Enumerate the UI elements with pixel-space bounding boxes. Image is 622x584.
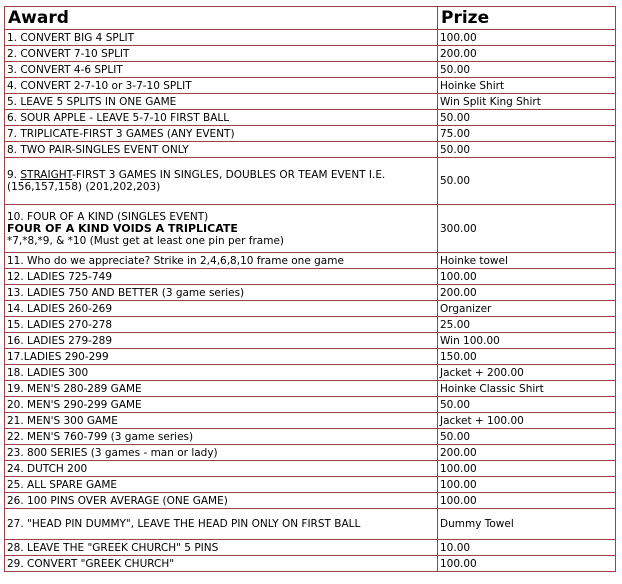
table-row xyxy=(5,413,616,429)
table-row xyxy=(5,301,616,317)
award-cell: 25. ALL SPARE GAME xyxy=(5,477,438,493)
prize-cell: 50.00 xyxy=(438,110,616,126)
prize-cell: 200.00 xyxy=(438,285,616,301)
award-cell: 15. LADIES 270-278 xyxy=(5,317,438,333)
prize-cell: 100.00 xyxy=(438,461,616,477)
table-row xyxy=(5,349,616,365)
prize-cell: 50.00 xyxy=(438,429,616,445)
prize-cell: Hoinke Classic Shirt xyxy=(438,381,616,397)
prize-cell: Win Split King Shirt xyxy=(438,94,616,110)
prize-cell: Organizer xyxy=(438,301,616,317)
prize-cell: 10.00 xyxy=(438,540,616,556)
prize-cell: 25.00 xyxy=(438,317,616,333)
table-row xyxy=(5,78,616,94)
table-row xyxy=(5,493,616,509)
table-row xyxy=(5,205,616,253)
prize-cell: 100.00 xyxy=(438,30,616,46)
prize-cell: Hoinke Shirt xyxy=(438,78,616,94)
award-cell: 3. CONVERT 4-6 SPLIT xyxy=(5,62,438,78)
award-cell: 27. "HEAD PIN DUMMY", LEAVE THE HEAD PIN ONLY ON FIRST BALL xyxy=(5,509,438,540)
award-cell: 8. TWO PAIR-SINGLES EVENT ONLY xyxy=(5,142,438,158)
award-cell: 5. LEAVE 5 SPLITS IN ONE GAME xyxy=(5,94,438,110)
prize-cell: 50.00 xyxy=(438,397,616,413)
award-cell: 22. MEN'S 760-799 (3 game series) xyxy=(5,429,438,445)
award-cell: 29. CONVERT "GREEK CHURCH" xyxy=(5,556,438,572)
table-row xyxy=(5,381,616,397)
table-row xyxy=(5,30,616,46)
award-cell: 18. LADIES 300 xyxy=(5,365,438,381)
prize-column-header: Prize xyxy=(438,7,616,30)
award-cell: 12. LADIES 725-749 xyxy=(5,269,438,285)
table-row xyxy=(5,509,616,540)
table-row xyxy=(5,429,616,445)
table-row xyxy=(5,540,616,556)
award-cell: 26. 100 PINS OVER AVERAGE (ONE GAME) xyxy=(5,493,438,509)
table-row xyxy=(5,285,616,301)
award-cell: 2. CONVERT 7-10 SPLIT xyxy=(5,46,438,62)
award-cell: 1. CONVERT BIG 4 SPLIT xyxy=(5,30,438,46)
award-cell: 7. TRIPLICATE-FIRST 3 GAMES (ANY EVENT) xyxy=(5,126,438,142)
prize-cell: 100.00 xyxy=(438,269,616,285)
table-row xyxy=(5,461,616,477)
award-number: 9. xyxy=(7,169,21,181)
prize-cell: 100.00 xyxy=(438,477,616,493)
prize-cell: Jacket + 200.00 xyxy=(438,365,616,381)
award-cell: 14. LADIES 260-269 xyxy=(5,301,438,317)
table-row xyxy=(5,126,616,142)
award-cell: 20. MEN'S 290-299 GAME xyxy=(5,397,438,413)
award-warning: FOUR OF A KIND VOIDS A TRIPLICATE xyxy=(7,221,238,235)
award-description: -FIRST 3 GAMES IN SINGLES, DOUBLES OR TEAM EVENT I.E. (156,157,158) (201,202,203) xyxy=(7,169,386,193)
prize-cell: 75.00 xyxy=(438,126,616,142)
table-row xyxy=(5,94,616,110)
table-row xyxy=(5,317,616,333)
award-cell: 16. LADIES 279-289 xyxy=(5,333,438,349)
table-row xyxy=(5,445,616,461)
award-cell: 21. MEN'S 300 GAME xyxy=(5,413,438,429)
table-row xyxy=(5,142,616,158)
prize-cell: Jacket + 100.00 xyxy=(438,413,616,429)
award-underlined-term: STRAIGHT xyxy=(20,169,73,181)
award-cell: 28. LEAVE THE "GREEK CHURCH" 5 PINS xyxy=(5,540,438,556)
award-cell: 4. CONVERT 2-7-10 or 3-7-10 SPLIT xyxy=(5,78,438,94)
prize-cell: Dummy Towel xyxy=(438,509,616,540)
prize-cell: 50.00 xyxy=(438,142,616,158)
table-row xyxy=(5,62,616,78)
prize-cell: 100.00 xyxy=(438,556,616,572)
prize-cell: 50.00 xyxy=(438,62,616,78)
prize-cell: 200.00 xyxy=(438,445,616,461)
award-cell: 19. MEN'S 280-289 GAME xyxy=(5,381,438,397)
award-note: *7,*8,*9, & *10 (Must get at least one pin per frame) xyxy=(7,234,285,247)
table-row xyxy=(5,477,616,493)
table-row xyxy=(5,253,616,269)
award-cell: 6. SOUR APPLE - LEAVE 5-7-10 FIRST BALL xyxy=(5,110,438,126)
prize-cell: 300.00 xyxy=(438,205,616,253)
award-cell: 17.LADIES 290-299 xyxy=(5,349,438,365)
table-row xyxy=(5,269,616,285)
prize-cell: 100.00 xyxy=(438,493,616,509)
table-row xyxy=(5,365,616,381)
award-cell xyxy=(5,205,438,253)
award-cell xyxy=(5,158,438,205)
awards-table xyxy=(4,6,616,572)
award-cell: 23. 800 SERIES (3 games - man or lady) xyxy=(5,445,438,461)
table-row xyxy=(5,333,616,349)
table-row xyxy=(5,110,616,126)
header-row xyxy=(5,7,616,30)
prize-cell: 50.00 xyxy=(438,158,616,205)
award-title: 10. FOUR OF A KIND (SINGLES EVENT) xyxy=(7,210,209,223)
table-row xyxy=(5,556,616,572)
table-row xyxy=(5,397,616,413)
table-row xyxy=(5,46,616,62)
prize-cell: Win 100.00 xyxy=(438,333,616,349)
award-cell: 11. Who do we appreciate? Strike in 2,4,6,8,10 frame one game xyxy=(5,253,438,269)
prize-cell: 200.00 xyxy=(438,46,616,62)
award-column-header: Award xyxy=(5,7,438,30)
table-row xyxy=(5,158,616,205)
prize-cell: Hoinke towel xyxy=(438,253,616,269)
award-cell: 13. LADIES 750 AND BETTER (3 game series) xyxy=(5,285,438,301)
prize-cell: 150.00 xyxy=(438,349,616,365)
award-cell: 24. DUTCH 200 xyxy=(5,461,438,477)
